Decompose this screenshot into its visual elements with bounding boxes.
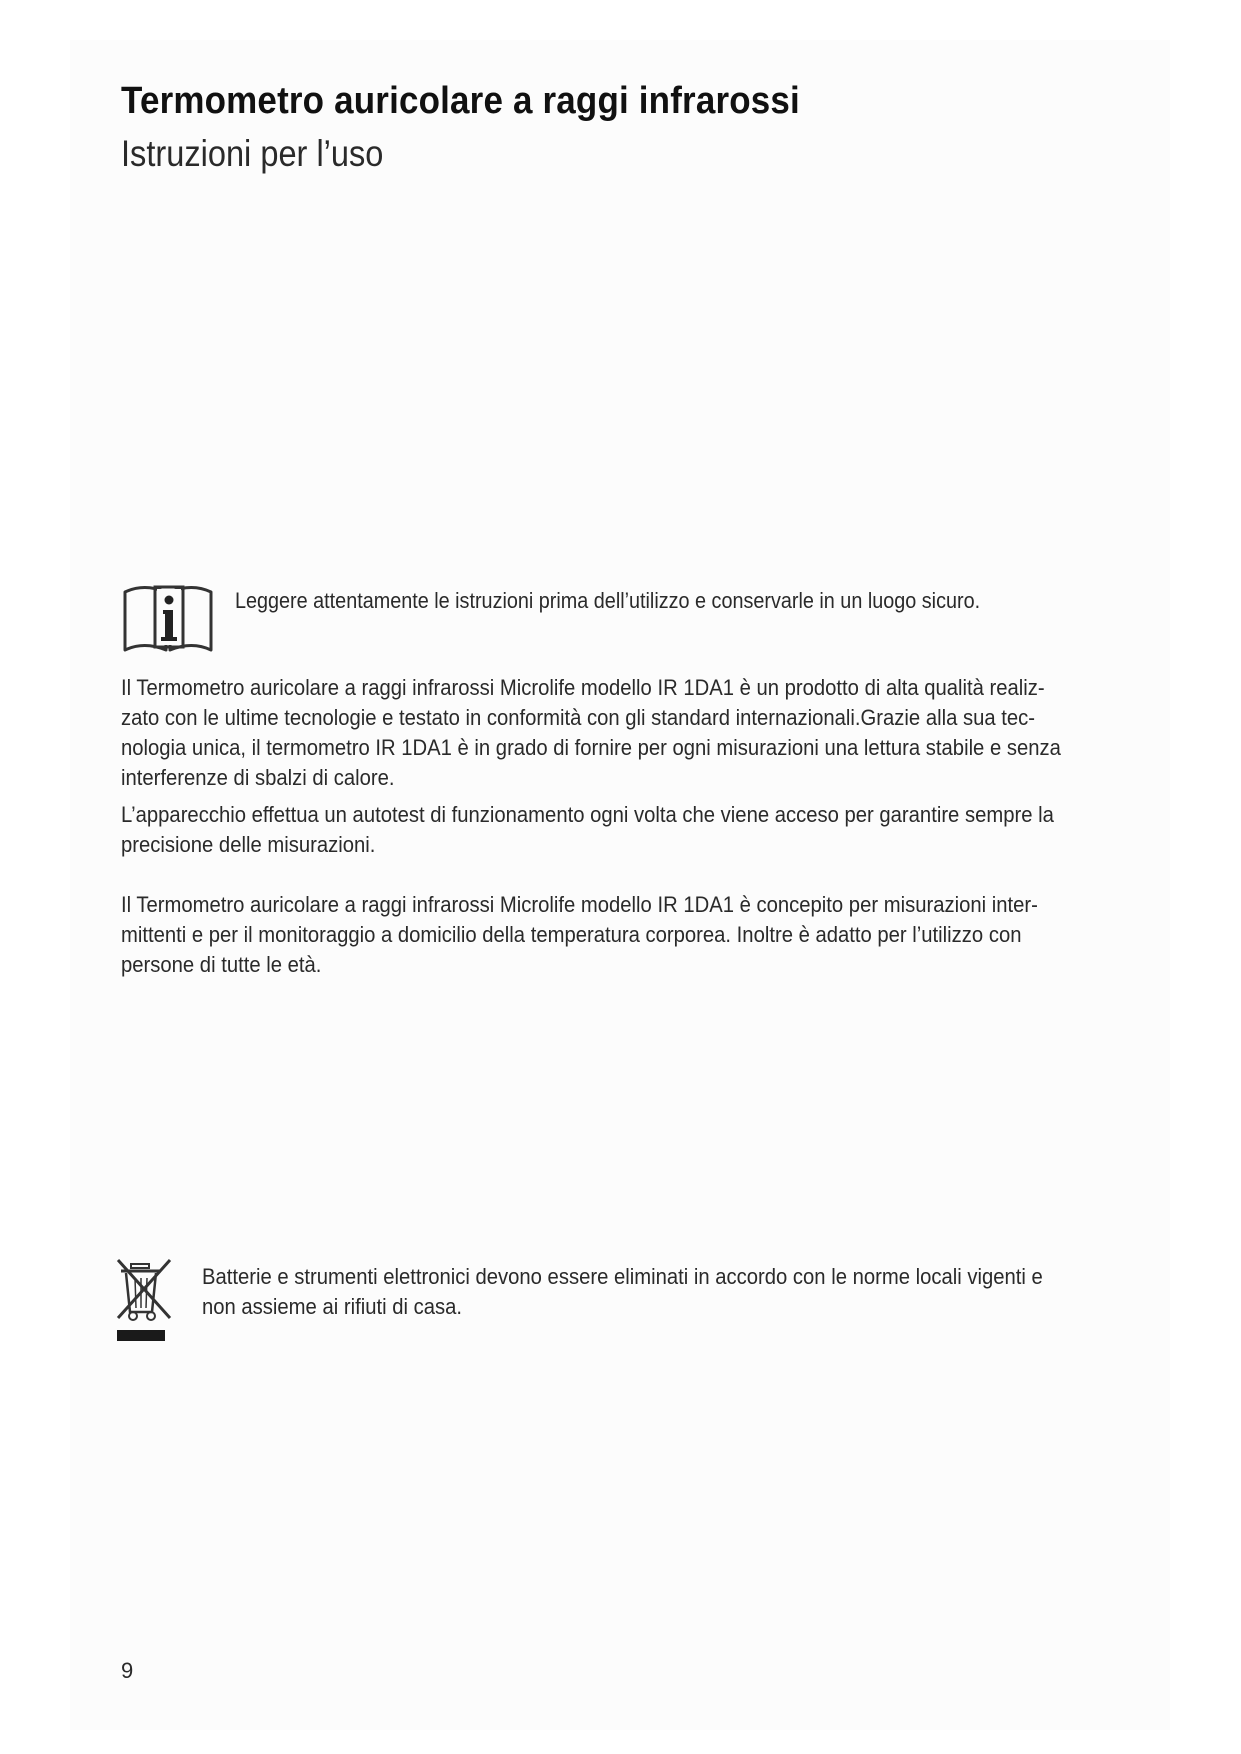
intro-line: zato con le ultime tecnologie e testato in conformità con gli standard internazionali.Grazie alla sua tec- — [121, 705, 1036, 730]
selftest-paragraph — [121, 800, 1121, 860]
disposal-notice — [202, 1262, 1136, 1322]
page-background — [70, 40, 1170, 1730]
page-title: Termometro auricolare a raggi infrarossi — [121, 80, 800, 122]
crossed-bin-icon — [115, 1258, 173, 1342]
info-book-icon — [122, 580, 214, 654]
selftest-line: precisione delle misurazioni. — [121, 832, 376, 857]
selftest-line: L’apparecchio effettua un autotest di funzionamento ogni volta che viene acceso per garantire sempre la — [121, 802, 1054, 827]
disposal-line: Batterie e strumenti elettronici devono essere eliminati in accordo con le norme locali vigenti e — [202, 1264, 1043, 1289]
intro-line: interferenze di sbalzi di calore. — [121, 765, 395, 790]
intro-line: Il Termometro auricolare a raggi infrarossi Microlife modello IR 1DA1 è un prodotto di alta qualità realiz- — [121, 675, 1045, 700]
intro-paragraph — [121, 673, 1121, 793]
page-number: 9 — [121, 1658, 134, 1683]
page-subtitle: Istruzioni per l’uso — [121, 133, 384, 174]
disposal-line: non assieme ai rifiuti di casa. — [202, 1294, 463, 1319]
intended-use-line: mittenti e per il monitoraggio a domicilio della temperatura corporea. Inoltre è adatto per l’utilizzo con — [121, 922, 1022, 947]
info-notice-text: Leggere attentamente le istruzioni prima dell’utilizzo e conservarle in un luogo sicuro. — [235, 588, 981, 613]
intended-use-line: persone di tutte le età. — [121, 952, 322, 977]
intended-use-line: Il Termometro auricolare a raggi infrarossi Microlife modello IR 1DA1 è concepito per misurazioni inter- — [121, 892, 1038, 917]
intro-line: nologia unica, il termometro IR 1DA1 è in grado di fornire per ogni misurazioni una lettura stabile e senza — [121, 735, 1061, 760]
intended-use-paragraph — [121, 890, 1121, 980]
